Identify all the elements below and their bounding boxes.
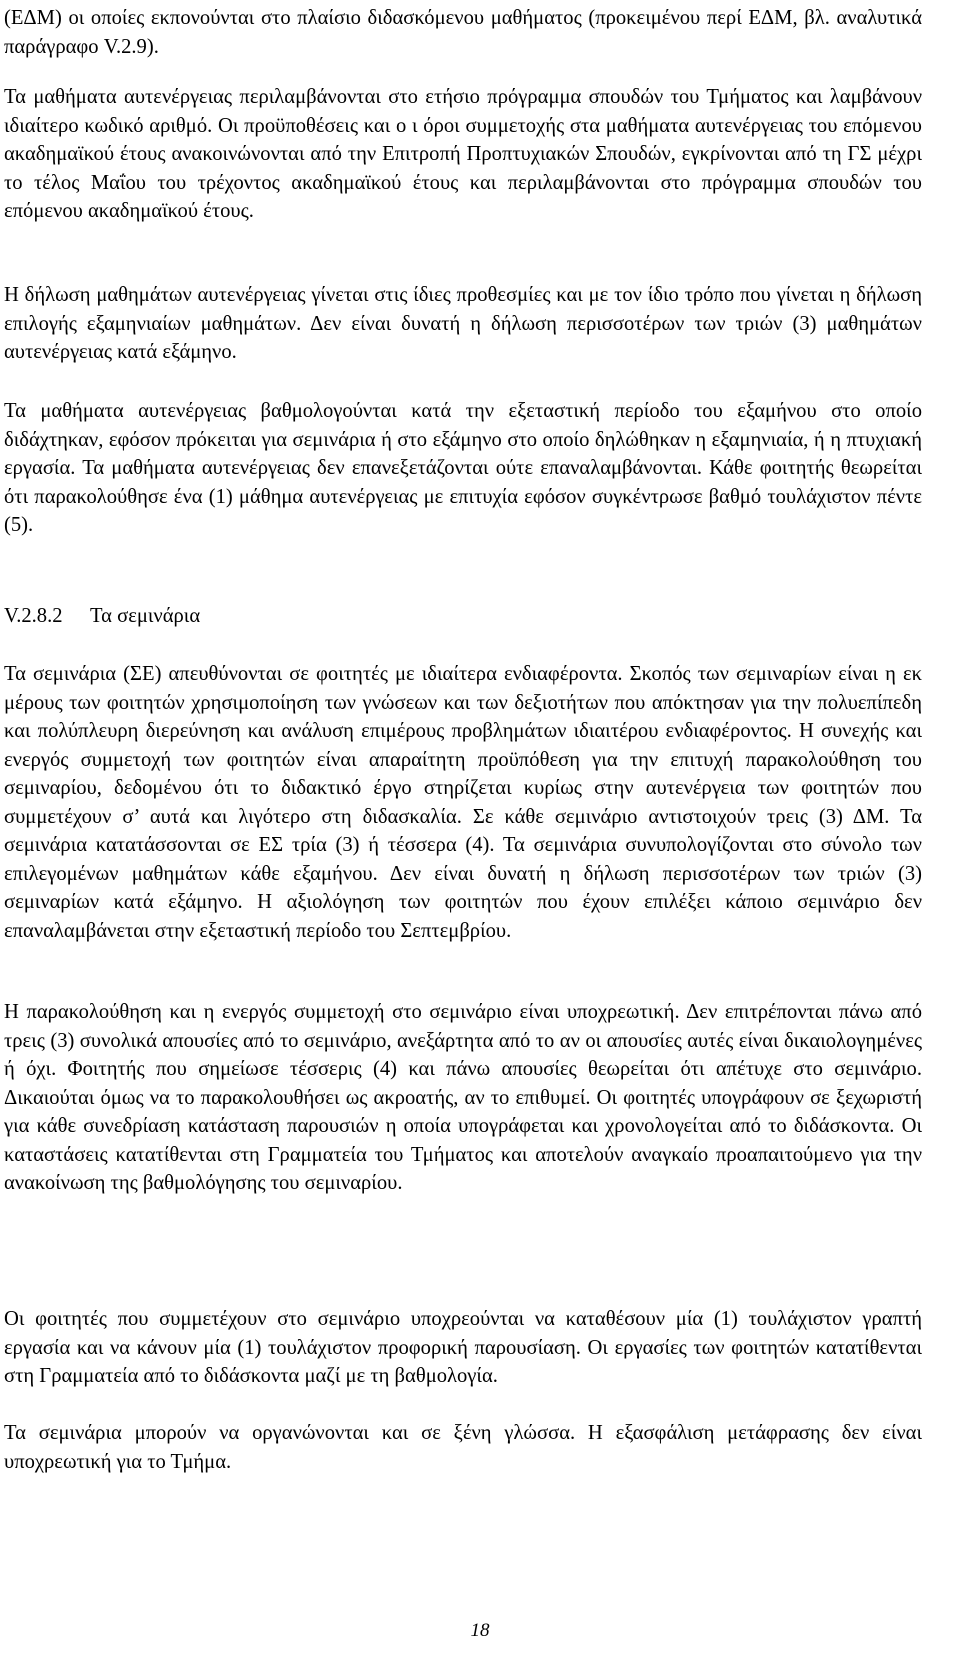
paragraph-seminar-assignments: Οι φοιτητές που συμμετέχουν στο σεμινάριο υποχρεούνται να καταθέσουν μία (1) τουλάχιστον γραπτή εργασία και να κάνουν μία (1) τουλάχιστον προφορική παρουσίαση. Οι εργασίες των φοιτητών κατατίθενται στη Γραμματεία από το διδάσκοντα μαζί με τη βαθμολογία. bbox=[4, 1308, 922, 1387]
page-number: 18 bbox=[470, 1620, 490, 1641]
paragraph-continuation: (ΕΔΜ) οι οποίες εκπονούνται στο πλαίσιο διδασκόμενου μαθήματος (προκειμένου περί ΕΔΜ, βλ. αναλυτικά παράγραφο V.2.9). bbox=[4, 7, 922, 58]
paragraph-seminars-intro: Τα σεμινάρια (ΣΕ) απευθύνονται σε φοιτητές με ιδιαίτερα ενδιαφέροντα. Σκοπός των σεμιναρίων είναι η εκ μέρους των φοιτητών χρησιμοποίηση των γνώσεων και των δεξιοτήτων που απόκτησαν για την πολυεπίπεδη και πολύπλευρη διερεύνηση και ανάλυση επιμέρους προβλημάτων ιδιαιτέρου ενδιαφέροντος. Η συνεχής και ενεργός συμμετοχή των φοιτητών είναι απαραίτητη προϋπόθεση για την επιτυχή παρακολούθηση του σεμιναρίου, δεδομένου ότι το διδακτικό έργο στηρίζεται κυρίως στην αυτενέργεια των φοιτητών που συμμετέχουν σ’ αυτά και λιγότερο στη διδασκαλία. Σε κάθε σεμινάριο αντιστοιχούν τρεις (3) ΔΜ. Τα σεμινάρια κατατάσσονται σε ΕΣ τρία (3) ή τέσσερα (4). Τα σεμινάρια συνυπολογίζονται στο σύνολο των επιλεγομένων μαθημάτων κάθε εξαμήνου. Δεν είναι δυνατή η δήλωση περισσοτέρων των τριών (3) σεμιναρίων κατά εξάμηνο. Η αξιολόγηση των φοιτητών που έχουν επιλέξει κάποιο σεμινάριο δεν επαναλαμβάνεται στην εξεταστική περίοδο του Σεπτεμβρίου. bbox=[4, 663, 922, 942]
paragraph-self-study-courses: Τα μαθήματα αυτενέργειας περιλαμβάνονται στο ετήσιο πρόγραμμα σπουδών του Τμήματος και λαμβάνουν ιδιαίτερο κωδικό αριθμό. Οι προϋποθέσεις και ο ι όροι συμμετοχής στα μαθήματα αυτενέργειας του επόμενου ακαδημαϊκού έτους ανακοινώνονται από την Επιτροπή Προπτυχιακών Σπουδών, εγκρίνονται από τη ΓΣ μέχρι το τέλος Μαΐου του τρέχοντος ακαδημαϊκού έτους και περιλαμβάνονται στο πρόγραμμα σπουδών του επόμενου ακαδημαϊκού έτους. bbox=[4, 86, 922, 222]
paragraph-seminar-attendance: Η παρακολούθηση και η ενεργός συμμετοχή στο σεμινάριο είναι υποχρεωτική. Δεν επιτρέπονται πάνω από τρεις (3) συνολικά απουσίες από το σεμινάριο, ανεξάρτητα από το αν οι απουσίες αυτές είναι δικαιολογημένες ή όχι. Φοιτητής που σημείωσε τέσσερις (4) και πάνω απουσίες θεωρείται ότι απέτυχε στο σεμινάριο. Δικαιούται όμως να το παρακολουθήσει ως ακροατής, αν το επιθυμεί. Οι φοιτητές υπογράφουν σε ξεχωριστή για κάθε συνεδρίαση κατάσταση παρουσιών η οποία υπογράφεται και χρονολογείται από το διδάσκοντα. Οι καταστάσεις κατατίθενται στη Γραμματεία του Τμήματος και αποτελούν αναγκαίο προαπαιτούμενο για την ανακοίνωση της βαθμολόγησης του σεμιναρίου. bbox=[4, 1001, 922, 1194]
section-title: Τα σεμινάρια bbox=[90, 605, 201, 627]
paragraph-seminar-language: Τα σεμινάρια μπορούν να οργανώνονται και σε ξένη γλώσσα. Η εξασφάλιση μετάφρασης δεν είναι υποχρεωτική για το Τμήμα. bbox=[4, 1422, 922, 1473]
section-number: V.2.8.2 bbox=[4, 605, 63, 627]
section-heading bbox=[4, 602, 200, 631]
paragraph-grading: Τα μαθήματα αυτενέργειας βαθμολογούνται κατά την εξεταστική περίοδο του εξαμήνου στο οποίο διδάχτηκαν, εφόσον πρόκειται για σεμινάρια ή στο εξάμηνο στο οποίο δηλώθηκαν η εξαμηνιαία, ή η πτυχιακή εργασία. Τα μαθήματα αυτενέργειας δεν επανεξετάζονται ούτε επαναλαμβάνονται. Κάθε φοιτητής θεωρείται ότι παρακολούθησε ένα (1) μάθημα αυτενέργειας με επιτυχία εφόσον συγκέντρωσε βαθμό τουλάχιστον πέντε (5). bbox=[4, 400, 922, 536]
paragraph-course-registration: Η δήλωση μαθημάτων αυτενέργειας γίνεται στις ίδιες προθεσμίες και με τον ίδιο τρόπο που γίνεται η δήλωση επιλογής εξαμηνιαίων μαθημάτων. Δεν είναι δυνατή η δήλωση περισσοτέρων των τριών (3) μαθημάτων αυτενέργειας κατά εξάμηνο. bbox=[4, 284, 922, 363]
